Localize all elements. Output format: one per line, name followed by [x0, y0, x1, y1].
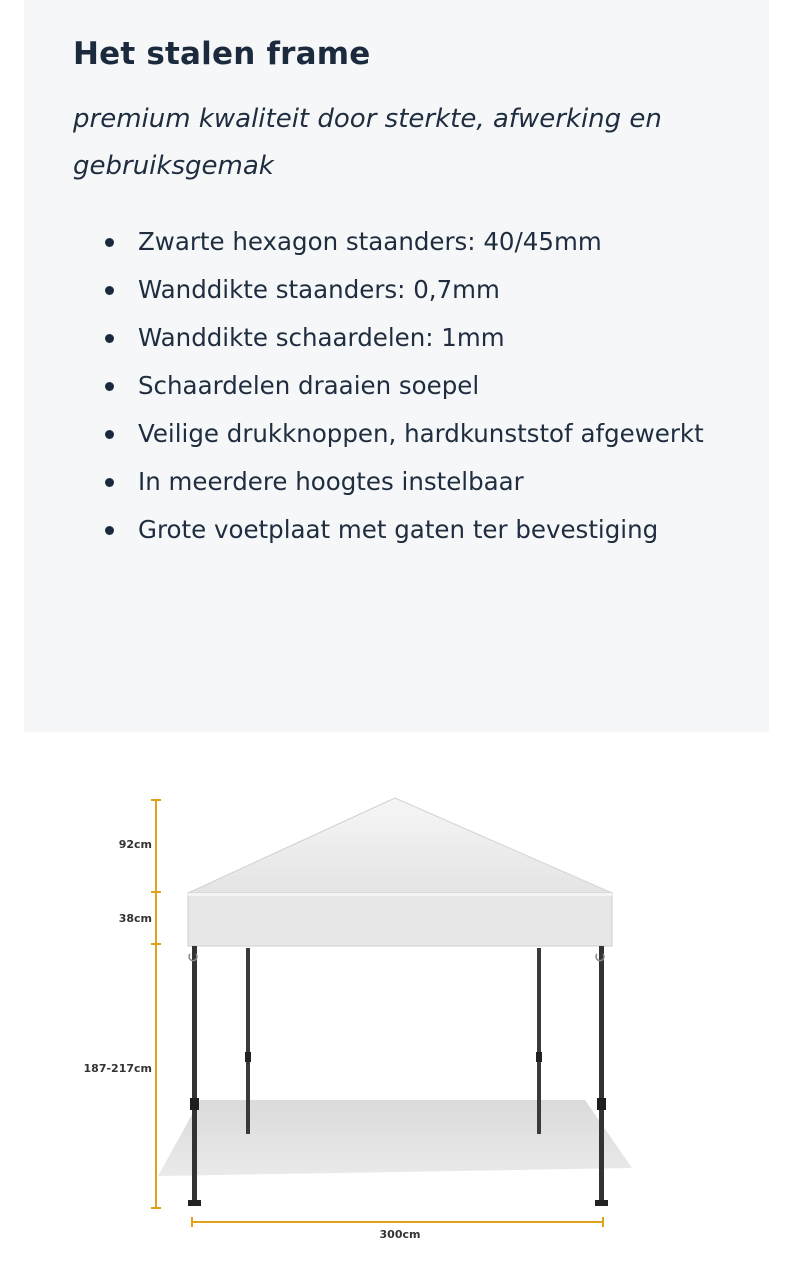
frame-info-card	[24, 0, 769, 732]
feature-item: In meerdere hoogtes instelbaar	[84, 458, 724, 506]
ground-shadow	[158, 1100, 632, 1176]
valance-height-label: 38cm	[118, 912, 152, 925]
feature-item: Wanddikte staanders: 0,7mm	[84, 266, 724, 314]
feature-list	[84, 218, 724, 554]
roof-height-label: 92cm	[118, 838, 152, 851]
width-label: 300cm	[379, 1228, 421, 1241]
feature-item: Zwarte hexagon staanders: 40/45mm	[84, 218, 724, 266]
feature-item: Veilige drukknoppen, hardkunststof afgewerkt	[84, 410, 724, 458]
section-title: Het stalen frame	[73, 36, 371, 72]
feature-item: Schaardelen draaien soepel	[84, 362, 724, 410]
tent-roof	[188, 798, 612, 893]
vertical-measure-line	[151, 800, 161, 1208]
leg-height-label: 187-217cm	[83, 1062, 152, 1075]
tent-valance	[188, 893, 612, 946]
feature-item: Grote voetplaat met gaten ter bevestiging	[84, 506, 724, 554]
tent-dimension-diagram	[0, 760, 793, 1280]
section-subtitle: premium kwaliteit door sterkte, afwerking en gebruiksgemak	[73, 104, 662, 181]
horizontal-measure-line	[192, 1217, 603, 1227]
feature-item: Wanddikte schaardelen: 1mm	[84, 314, 724, 362]
